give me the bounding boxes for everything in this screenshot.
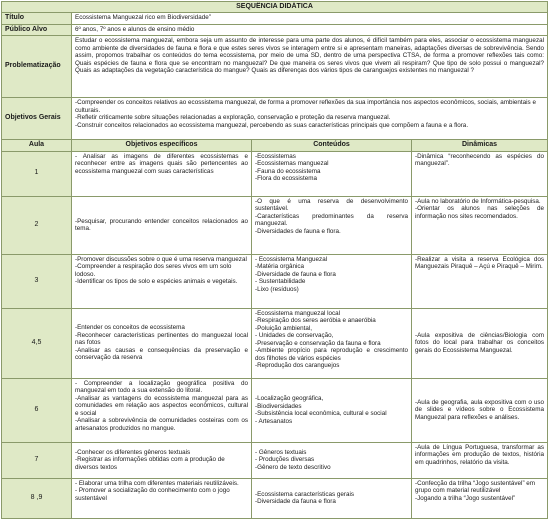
- conteudos-cell: [252, 151, 412, 196]
- objetivos-cell: [72, 196, 252, 254]
- table-title: SEQUÊNCIA DIDÁTICA: [2, 2, 548, 13]
- objetivos-cell: [72, 254, 252, 308]
- dinamica-item: -Dinâmica “reconhecendo as espécies do manguezal”.: [415, 152, 544, 168]
- conteudo-item: -Diversidades de fauna e flora.: [255, 227, 341, 235]
- objetivo-item: - Analisar as imagens de diferentes ecossistemas e reconhecer entre as imagens quais são pertencentes ao ecossistema manguezal com suas características: [75, 152, 248, 175]
- conteudo-item: -Respiração dos seres aeróbia e anaeróbia: [255, 317, 376, 325]
- conteudo-item: -Lixo (resíduos): [255, 285, 299, 293]
- objetivo-item: -Pesquisar, procurando entender conceitos relacionados ao tema.: [75, 217, 248, 233]
- dinamica-item: -Orientar os alunos nas seleções de informação nos sites recomendados.: [415, 205, 544, 220]
- objetivos-cell: [72, 378, 252, 442]
- publico-value: 6º anos, 7º anos e alunos de ensino médio: [72, 24, 548, 35]
- conteudo-item: -Diversidade da fauna e flora: [255, 498, 336, 506]
- conteudo-item: - Produções diversas: [255, 456, 315, 464]
- objetivo-item: -Analisar a sobrevivência de comunidades costeiras com os artesanatos produzidos no mangue.: [75, 417, 248, 432]
- objetivo-geral-item: -Compreender os conceitos relativos ao ecossistema manguezal, de forma a promover reflexões da sua importância nos aspectos econômicos, sociais, ambientais e culturais.: [75, 99, 536, 114]
- table-title-row: [2, 2, 548, 13]
- objetivo-item: -Registrar as informações obtidas com a produção de diversos textos: [75, 456, 225, 471]
- conteudo-item: -Gênero de texto descritivo: [255, 463, 331, 471]
- objetivo-item: -Conhecer os diferentes gêneros textuais: [75, 448, 191, 456]
- conteudos-cell: [252, 254, 412, 308]
- titulo-label: Título: [2, 13, 72, 24]
- objetivo-item: -Compreender a respiração dos seres vivos em um solo lodoso.: [75, 263, 232, 278]
- conteudo-item: -Características predominantes da reserva manguezal.: [255, 212, 408, 228]
- conteudo-item: -Flora do ecossistema: [255, 175, 317, 183]
- conteudo-item: -Fauna do ecossistema: [255, 167, 321, 175]
- dinamicas-cell: [412, 254, 548, 308]
- objetivos-cell: [72, 308, 252, 378]
- problem-value: Estudar o ecossistema manguezal, embora seja um assunto de interesse para uma parte dos alunos, é difícil também para eles, associar o ecossistema manguezal como ambiente de diversidades de fauna e flora e que estes seres vivos se interagem entre si e apresentam maneiras, adaptações diversas de sobrevivência. Sendo assim, propomos trabalhar os conteúdos do tema ecossistema, por meio de uma SD, dentro de uma perspectiva CTSA, de forma a promover reflexões tais como: Quais espécies de fauna e flora que se encontram no manguezal? De que maneira os seres vivos que vivem ali respiram? Que tipo de solo possui o manguezal? Quais as adaptações da vegetação característica do mangue? Quais as diferenças dos vários tipos de caranguejos existentes no manguezal ?: [72, 36, 548, 98]
- table-row: [2, 151, 548, 196]
- conteudos-cell: [252, 378, 412, 442]
- conteudo-item: -Localização geográfica,: [255, 394, 324, 402]
- table-row: [2, 196, 548, 254]
- conteudos-cell: [252, 478, 412, 518]
- objetivos-gerais-row: [2, 98, 548, 140]
- problem-row: [2, 36, 548, 98]
- col-header-aula: Aula: [2, 140, 72, 151]
- dinamica-item: -Aula no laboratório de Informática-pesquisa.: [415, 197, 541, 205]
- aula-number: 7: [2, 442, 72, 478]
- conteudo-item: -Poluição ambiental,: [255, 324, 313, 332]
- dinamica-item: -Confecção da trilha “Jogo sustentável” em grupo com material reutilizável: [415, 479, 536, 495]
- objetivos-cell: [72, 442, 252, 478]
- table-row: [2, 478, 548, 518]
- conteudos-cell: [252, 308, 412, 378]
- table-row: [2, 254, 548, 308]
- objetivo-item: - Compreender a localização geográfica positiva do manguezal em todo a sua extensão do litoral.: [75, 379, 248, 395]
- col-header-objetivos: Objetivos específicos: [72, 140, 252, 151]
- conteudo-item: -Ecossistema manguezal local: [255, 309, 341, 317]
- objetivo-item: -Identificar os tipos de solo e espécies animais e vegetais.: [75, 278, 238, 286]
- dinamica-item: -Aula de geografia, aula expositiva com o uso de slides e vídeos sobre o Ecossistema Manguezal para reflexões e análises.: [415, 398, 544, 421]
- conteudos-cell: [252, 196, 412, 254]
- conteudo-item: -Reprodução dos caranguejos: [255, 362, 340, 370]
- aula-number: 2: [2, 196, 72, 254]
- objetivo-item: -Promover discussões sobre o que é uma reserva manguezal: [75, 255, 247, 263]
- dinamica-item: -Jogando a trilha “Jogo sustentável”: [415, 494, 516, 502]
- aula-number: 1: [2, 151, 72, 196]
- table-row: [2, 308, 548, 378]
- conteudo-item: -Biodiversidades: [255, 402, 302, 410]
- objetivos-gerais-label: Objetivos Gerais: [2, 98, 72, 140]
- objetivos-gerais-list: [72, 98, 548, 140]
- column-header-row: [2, 140, 548, 151]
- aula-number: 6: [2, 378, 72, 442]
- objetivo-item: - Elaborar uma trilha com diferentes materiais reutilizáveis.: [75, 479, 239, 487]
- objetivos-cell: [72, 478, 252, 518]
- aula-number: 8 ,9: [2, 478, 72, 518]
- table-row: [2, 442, 548, 478]
- dinamicas-cell: [412, 478, 548, 518]
- conteudo-item: - Artesanatos: [255, 417, 293, 425]
- dinamicas-cell: [412, 308, 548, 378]
- titulo-row: [2, 13, 548, 24]
- table-row: [2, 378, 548, 442]
- dinamicas-cell: [412, 378, 548, 442]
- conteudo-item: -Matéria orgânica: [255, 263, 304, 271]
- dinamicas-cell: [412, 442, 548, 478]
- conteudos-cell: [252, 442, 412, 478]
- objetivo-item: -Entender os conceitos de ecossistema: [75, 324, 185, 332]
- objetivos-cell: [72, 151, 252, 196]
- dinamica-item: -Aula de Língua Portuguesa, transformar as informações em produção de textos, história em quadrinhos, relatório da visita.: [415, 443, 544, 466]
- conteudo-item: - Ecossistema Manguezal: [255, 255, 328, 263]
- publico-label: Público Alvo: [2, 24, 72, 35]
- conteudo-item: -Subsistência local econômica, cultural e social: [255, 410, 387, 418]
- objetivo-item: - Promover a socialização do conhecimento com o jogo sustentável: [75, 487, 230, 502]
- objetivo-geral-item: -Construir conceitos relacionados ao ecossistema manguezal, percebendo as suas características principais que compõem a fauna e a flora.: [75, 121, 469, 129]
- objetivo-item: -Analisar as causas e consequências da preservação e conservação da reserva: [75, 346, 248, 362]
- aula-number: 3: [2, 254, 72, 308]
- dinamicas-cell: [412, 196, 548, 254]
- dinamica-item: -Aula expositiva de ciências/Biologia com fotos do local para trabalhar os conceitos gerais do Ecossistema Manguezal.: [415, 331, 544, 354]
- conteudo-item: -Ambiente propício para reprodução e crescimento dos filhotes de vários espécies: [255, 347, 408, 362]
- conteudo-item: - Gêneros textuais: [255, 448, 307, 456]
- conteudo-item: -Ecossistemas manguezal: [255, 160, 329, 168]
- objetivo-item: -Analisar as vantagens do ecossistema manguezal para as comunidades em relação aos aspectos econômicos, cultural e social: [75, 394, 248, 417]
- objetivo-geral-item: -Refletir criticamente sobre situações relacionadas a exploração, conservação e proteção da reserva manguezal.: [75, 114, 391, 122]
- dinamica-item: -Realizar a visita a reserva Ecológica dos Manguezais Piraquê – Açú e Piraquê – Mirim.: [415, 255, 544, 271]
- sequencia-didatica-table: [1, 1, 548, 519]
- publico-row: [2, 24, 548, 35]
- conteudo-item: -Preservação e conservação da fauna e flora: [255, 339, 381, 347]
- col-header-dinamicas: Dinâmicas: [412, 140, 548, 151]
- dinamicas-cell: [412, 151, 548, 196]
- conteudo-item: -Diversidade de fauna e flora: [255, 270, 336, 278]
- conteudo-item: -Ecossistemas: [255, 152, 296, 160]
- titulo-value: Ecossistema Manguezal rico em Biodiversidade”: [72, 13, 548, 24]
- objetivo-item: -Reconhecer características pertinentes do manguezal local nas fotos: [75, 331, 248, 347]
- aula-number: 4,5: [2, 308, 72, 378]
- conteudo-item: - Sustentabilidade: [255, 278, 306, 286]
- problem-label: Problematização: [2, 36, 72, 98]
- col-header-conteudos: Conteúdos: [252, 140, 412, 151]
- conteudo-item: -O que é uma reserva de desenvolvimento sustentável.: [255, 197, 408, 213]
- conteudo-item: -Ecossistema características gerais: [255, 490, 355, 498]
- conteudo-item: - Unidades de conservação,: [255, 332, 334, 340]
